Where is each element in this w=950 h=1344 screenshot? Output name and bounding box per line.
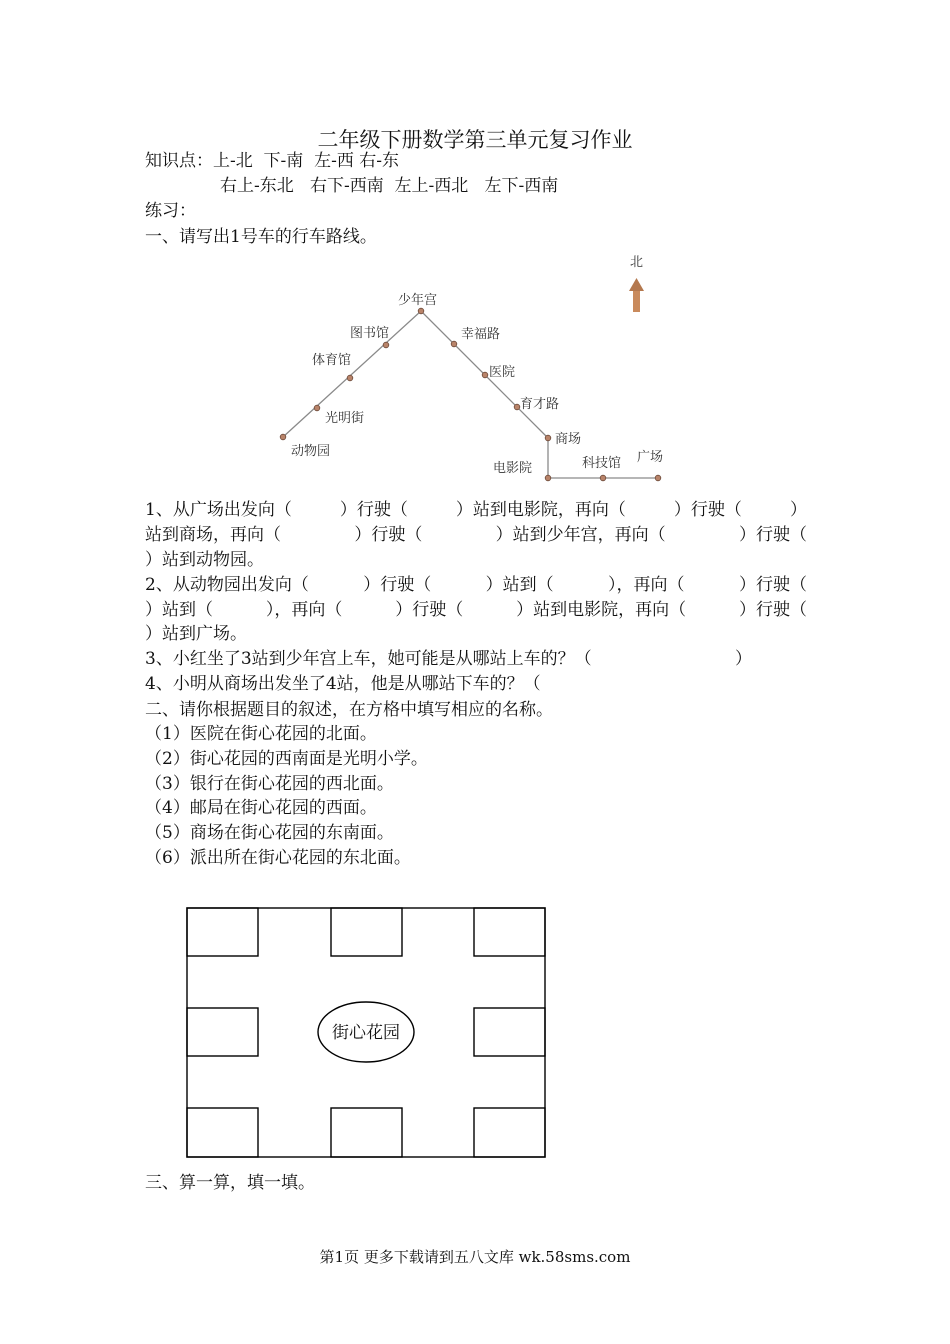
grid-box-south <box>331 1108 402 1157</box>
section2-item: （1）医院在街心花园的北面。 <box>145 724 377 744</box>
q1-line-3: ）站到动物园。 <box>145 550 264 570</box>
knowledge-line-1: 知识点：上-北 下-南 左-西 右-东 <box>145 151 399 171</box>
section2-item: （2）街心花园的西南面是光明小学。 <box>145 749 428 769</box>
q3-close-paren: ） <box>735 649 752 669</box>
station-label: 广场 <box>637 450 664 465</box>
q2-line-2: ）站到（ ），再向（ ）行驶（ ）站到电影院，再向（ ）行驶（ <box>145 600 807 620</box>
station-label: 商场 <box>555 432 582 447</box>
q3-line: 3、小红坐了3站到少年宫上车，她可能是从哪站上车的？（ <box>145 649 592 669</box>
center-garden-label: 街心花园 <box>332 1023 400 1043</box>
q1-line-1: 1、从广场出发向（ ）行驶（ ）站到电影院，再向（ ）行驶（ ） <box>145 500 807 520</box>
grid-box-southwest <box>187 1108 258 1157</box>
q2-line-3: ）站到广场。 <box>145 624 247 644</box>
station-label: 电影院 <box>493 461 533 476</box>
section1-heading: 一、请写出1号车的行车路线。 <box>145 227 377 247</box>
station-label: 体育馆 <box>312 353 352 368</box>
station-label: 少年宫 <box>398 293 438 308</box>
grid-box-west <box>187 1008 258 1056</box>
section2-item: （6）派出所在街心花园的东北面。 <box>145 848 411 868</box>
station-label: 科技馆 <box>582 456 622 471</box>
section2-item: （3）银行在街心花园的西北面。 <box>145 774 394 794</box>
section3-heading: 三、算一算，填一填。 <box>145 1173 315 1193</box>
station-label: 育才路 <box>520 397 560 412</box>
station-label: 光明街 <box>325 411 365 426</box>
grid-box-northwest <box>187 908 258 956</box>
q4-line: 4、小明从商场出发坐了4站，他是从哪站下车的？（ <box>145 674 541 694</box>
grid-box-northeast <box>474 908 545 956</box>
q2-line-1: 2、从动物园出发向（ ）行驶（ ）站到（ ），再向（ ）行驶（ <box>145 575 807 595</box>
section2-item: （4）邮局在街心花园的西面。 <box>145 798 377 818</box>
page-footer: 第1页 更多下载请到五八文库 wk.58sms.com <box>319 1248 631 1266</box>
grid-box-southeast <box>474 1108 545 1157</box>
page-title: 二年级下册数学第三单元复习作业 <box>317 128 633 152</box>
practice-label: 练习： <box>145 201 196 221</box>
grid-box-east <box>474 1008 545 1056</box>
q1-line-2: 站到商场，再向（ ）行驶（ ）站到少年宫，再向（ ）行驶（ <box>145 525 807 545</box>
section2-item: （5）商场在街心花园的东南面。 <box>145 823 394 843</box>
station-label: 医院 <box>489 365 516 380</box>
station-label: 图书馆 <box>350 326 390 341</box>
station-label: 动物园 <box>291 444 331 459</box>
knowledge-line-2: 右上-东北 右下-西南 左上-西北 左下-西南 <box>220 176 559 196</box>
station-label: 幸福路 <box>461 327 501 342</box>
section2-heading: 二、请你根据题目的叙述，在方格中填写相应的名称。 <box>145 700 553 720</box>
grid-box-north <box>331 908 402 956</box>
north-label: 北 <box>630 255 644 270</box>
